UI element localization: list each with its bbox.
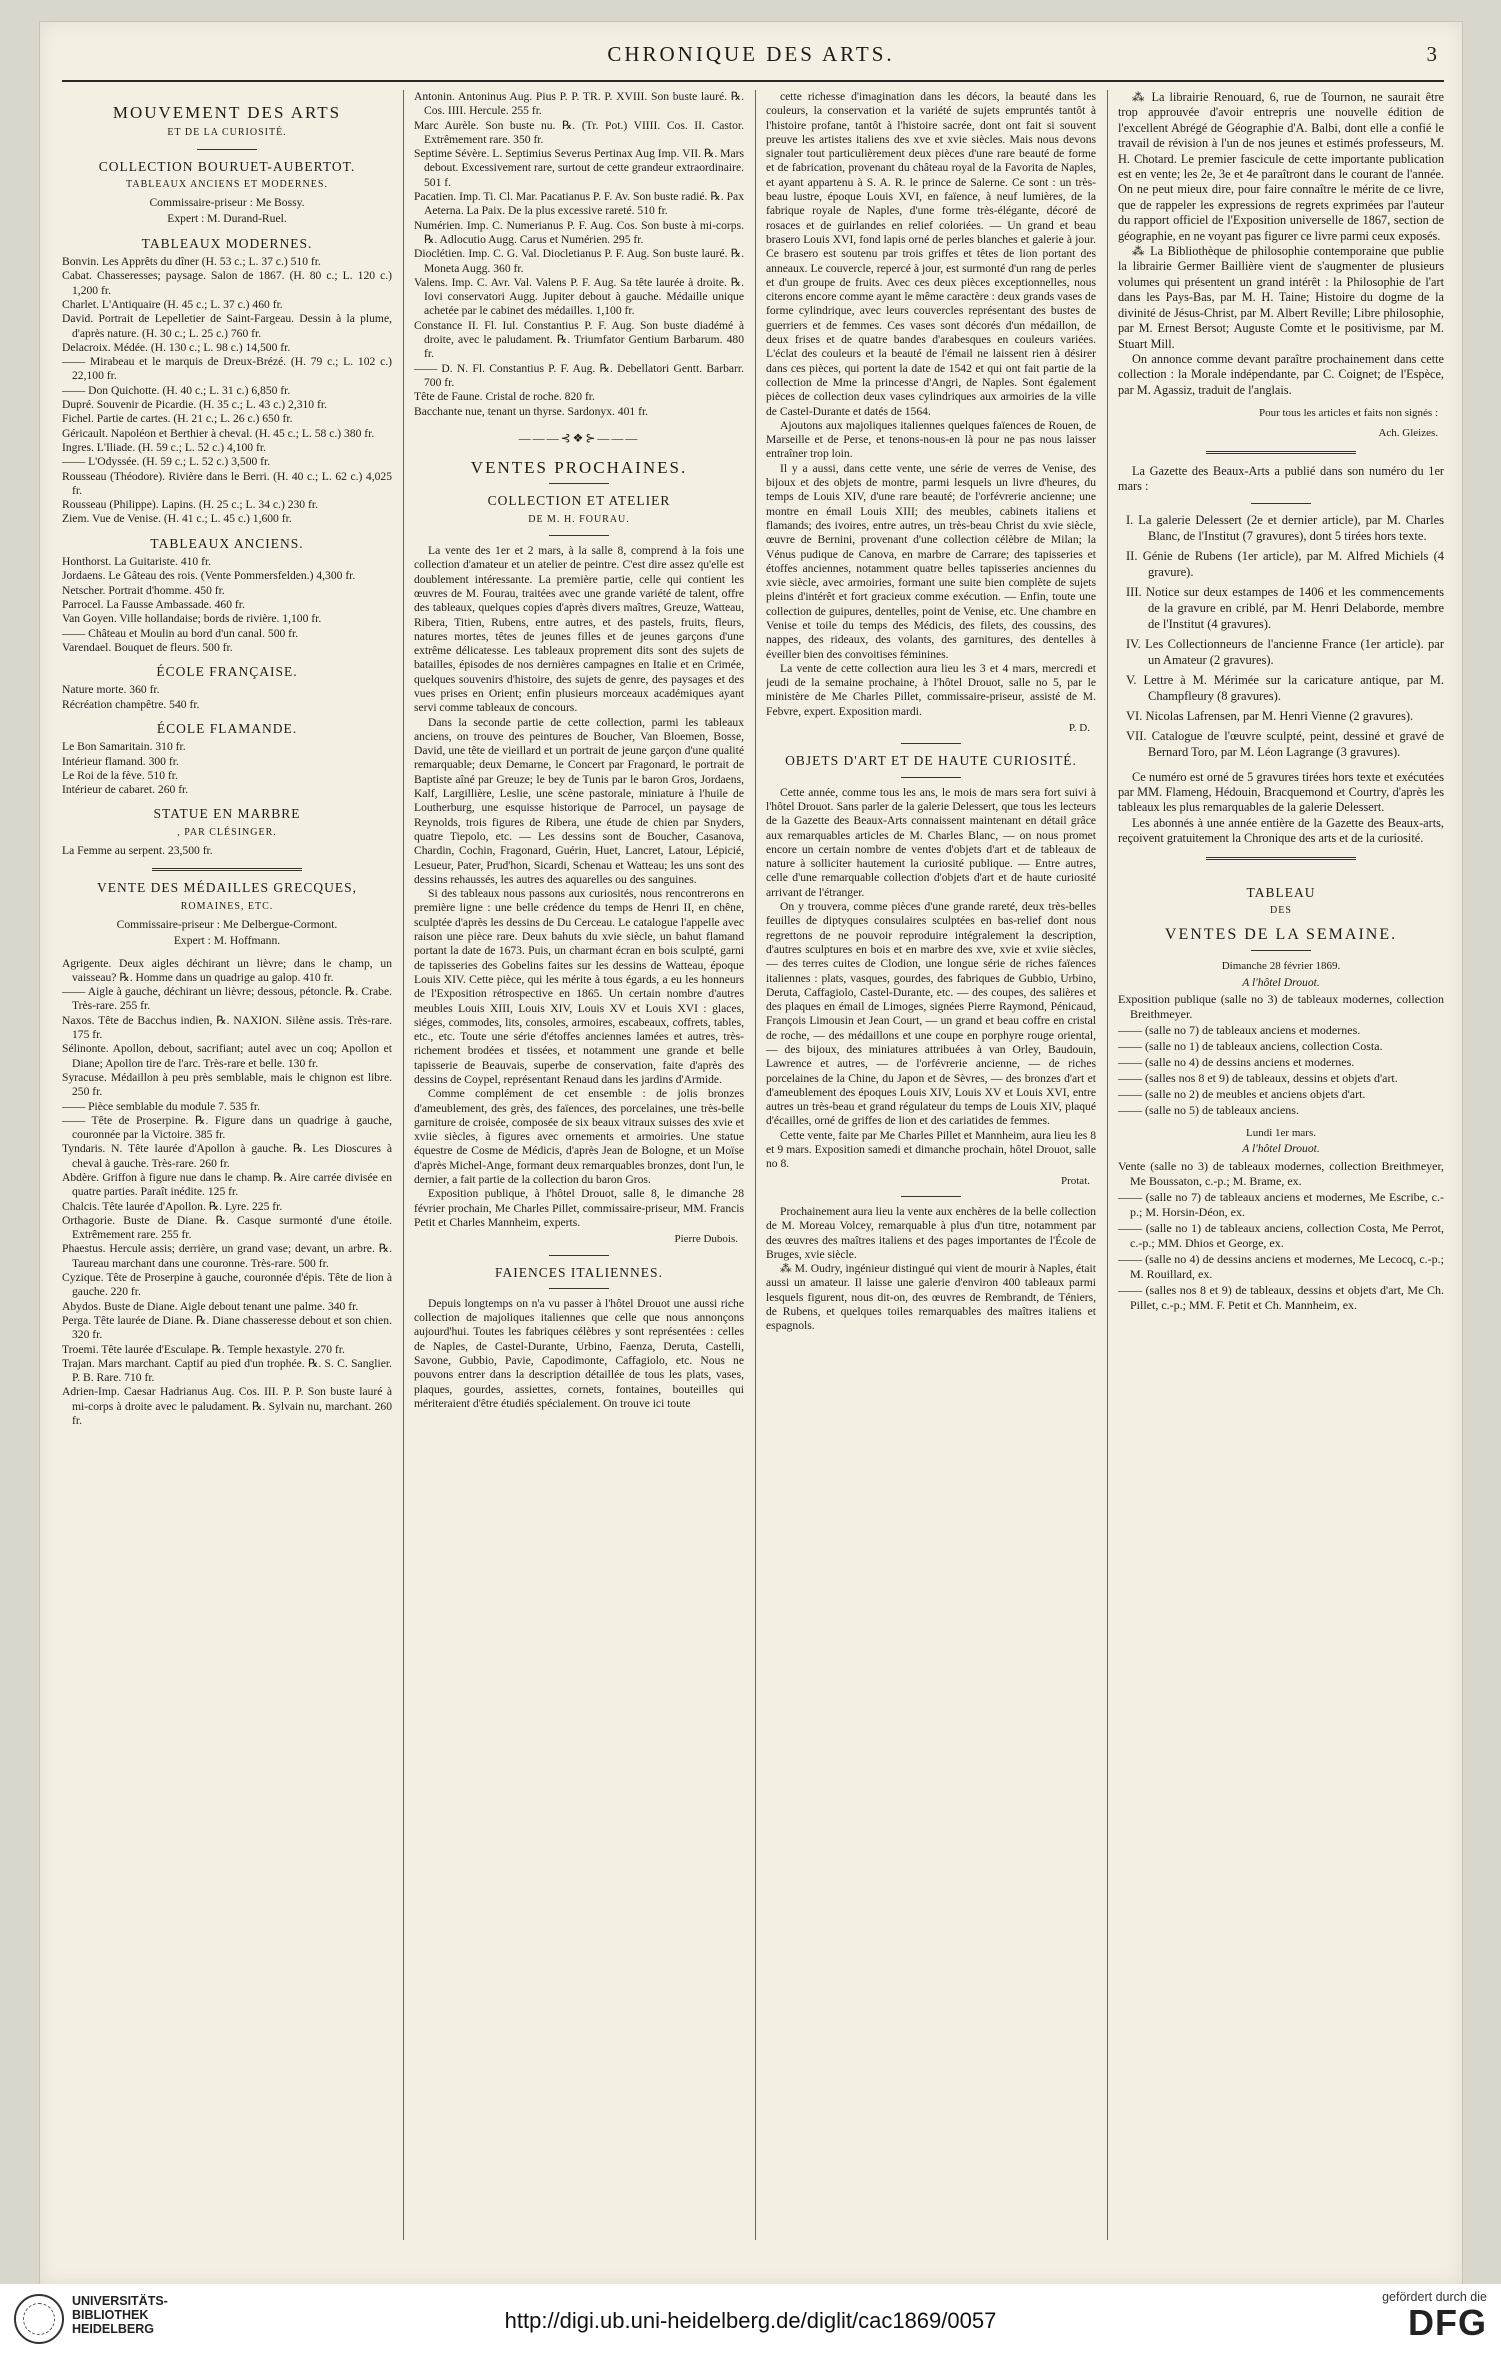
text-item: Ce numéro est orné de 5 gravures tirées hors texte et exécutées par MM. Flameng, Hédouin, Bracquemond et Courtry, d'après les tableaux les plus remarquables de la galerie Delessert. xyxy=(1118,769,1444,815)
text-item: Dioclétien. Imp. C. G. Val. Diocletianus P. F. Aug. Son buste lauré. ℞. Moneta Augg. 360 fr. xyxy=(414,247,744,275)
ancient-entries xyxy=(62,555,392,655)
gazette-paragraphs xyxy=(1118,770,1444,847)
text-item: Van Goyen. Ville hollandaise; bords de rivière. 1,100 fr. xyxy=(62,612,322,626)
column-3 xyxy=(766,90,1096,2240)
text-item: Vente (salle no 3) de tableaux modernes, collection Breithmeyer, Me Boussaton, c.-p.; M. Brame, ex. xyxy=(1118,1158,1444,1188)
text-item: Exposition publique, à l'hôtel Drouot, salle 8, le dimanche 28 février prochain, Me Charles Pillet, commissaire-priseur, MM. Francis Petit et Charles Mannheim, experts. xyxy=(414,1187,744,1229)
medal-entries xyxy=(62,957,392,1429)
divider xyxy=(1251,950,1311,951)
source-url[interactable]: http://digi.ub.uni-heidelberg.de/diglit/cac1869/0057 xyxy=(504,2308,997,2333)
text-item: Cyzique. Tête de Proserpine à gauche, couronnée d'épis. Tête de lion à gauche. 220 fr. xyxy=(62,1271,392,1299)
statue-title: STATUE EN MARBRE xyxy=(153,806,301,822)
text-item: —— Tête de Proserpine. ℞. Figure dans un quadrige à gauche, couronnée par la Victoire. 385 fr. xyxy=(62,1113,392,1142)
ventes-semaine-title: VENTES DE LA SEMAINE. xyxy=(1164,926,1398,944)
column-4 xyxy=(1118,90,1444,2240)
text-item: Dans la seconde partie de cette collection, parmi les tableaux anciens, on trouve des peintures de Boucher, Van Bloemen, Bosse, David, une tête de vieillard et un portrait de jeune garçon d'une qualité remarquable; deux Demarne, le Concert par Fragonard, le portrait de Baptiste aîné par Greuze; le bey de Tunis par le baron Gros, Jordaens, Kalf, Largillière, Leslie, une scène pastorale, miniature à l'huile de Loutherburg, une esquisse historique de Parrocel, un paysage de Reynolds, trois figures de Ribera, une étude de chien par Snyders, quatre Tiepolo, etc. — Les dessins sont de Boucher, Casanova, Chardin, Cochin, Fragonard, Guérin, Huet, Lancret, Latour, Lépicié, Lesueur, Pater, Prud'hon, Sicardi, Schenau et Watteau; les uns sont des dessins rehaussés, les autres des aquarelles ou des sanguines. xyxy=(414,715,744,886)
objets-paragraphs xyxy=(766,786,1096,1172)
signoff-name: Ach. Gleizes. xyxy=(1378,427,1438,440)
text-item: Syracuse. Médaillon à peu près semblable, mais le chignon est libre. 250 fr. xyxy=(62,1070,392,1099)
text-item: Constance II. Fl. Iul. Constantius P. F. Aug. Son buste diadémé à droite, avec le paludament. ℞. Triumfator Gentium Barbarum. 480 fr. xyxy=(414,318,744,361)
text-item: Valens. Imp. C. Avr. Val. Valens P. F. Aug. Sa tête laurée à droite. ℞. Iovi conservatori Augg. Jupiter debout à gauche. Médaille unique achetée par le cabinet des médailles. 1,100 fr. xyxy=(414,275,744,318)
scanned-page xyxy=(40,22,1462,2284)
text-item: —— (salle no 2) de meubles et anciens objets d'art. xyxy=(1118,1087,1366,1102)
text-item: Rousseau (Théodore). Rivière dans le Berri. (H. 40 c.; L. 62 c.) 4,025 fr. xyxy=(62,469,392,497)
divider xyxy=(901,1196,961,1197)
text-item: ⁂ La Bibliothèque de philosophie contemporaine que publie la librairie Germer Baillière vient de s'augmenter de plusieurs volumes qui présentent un grand intérêt : la Philosophie de l'art dans les Pays-Bas, par M. H. Taine; Histoire du dogme de la divinité de Jésus-Christ, par M. Albert Reville; Libre philosophie, par M. Ernest Bersot; Auguste Comte et le positivisme, par M. Stuart Mill. xyxy=(1118,244,1444,351)
text-item: Dupré. Souvenir de Picardie. (H. 35 c.; L. 43 c.) 2,310 fr. xyxy=(62,398,327,412)
modern-entries xyxy=(62,255,392,527)
gazette-toc xyxy=(1118,512,1444,760)
text-item: Le Bon Samaritain. 310 fr. xyxy=(62,740,186,754)
divider xyxy=(549,483,609,484)
text-item: —— (salle no 7) de tableaux anciens et modernes. xyxy=(1118,1023,1361,1038)
divider xyxy=(549,535,609,536)
library-line: BIBLIOTHEK xyxy=(72,2308,149,2322)
divider xyxy=(1206,451,1356,454)
text-item: Adrien-Imp. Caesar Hadrianus Aug. Cos. III. P. P. Son buste lauré à mi-corps à droite avec le paludament. ℞. Sylvain nu, marchant. 260 fr. xyxy=(62,1385,392,1428)
text-item: Perga. Tête laurée de Diane. ℞. Diane chasseresse debout et son chien. 320 fr. xyxy=(62,1313,392,1342)
divider xyxy=(549,1288,609,1289)
text-item: Jordaens. Le Gâteau des rois. (Vente Pommersfelden.) 4,300 fr. xyxy=(62,569,356,583)
place-1: A l'hôtel Drouot. xyxy=(1242,975,1320,989)
text-item: Nature morte. 360 fr. xyxy=(62,683,160,697)
sales-day-1 xyxy=(1118,992,1444,1118)
modern-title: TABLEAUX MODERNES. xyxy=(141,235,313,251)
text-item: —— Château et Moulin au bord d'un canal. 500 fr. xyxy=(62,626,299,640)
columns xyxy=(62,90,1444,2240)
signature: P. D. xyxy=(1068,722,1090,735)
text-item: Tyndaris. N. Tête laurée d'Apollon à gauche. ℞. Les Dioscures à cheval à gauche. Très-rare. 260 fr. xyxy=(62,1142,392,1170)
text-item: Varendael. Bouquet de fleurs. 500 fr. xyxy=(62,640,233,654)
text-item: Abdère. Griffon à figure nue dans le champ. ℞. Aire carrée divisée en quatre parties. Paraît inédite. 125 fr. xyxy=(62,1171,392,1199)
text-item: Charlet. L'Antiquaire (H. 45 c.; L. 37 c.) 460 fr. xyxy=(62,297,283,311)
text-item: Les abonnés à une année entière de la Gazette des Beaux-arts, reçoivent gratuitement la Chronique des arts et de la curiosité. xyxy=(1118,815,1444,846)
library-line: UNIVERSITÄTS- xyxy=(72,2294,168,2308)
day-1: Dimanche 28 février 1869. xyxy=(1221,960,1341,973)
page-header xyxy=(40,42,1462,78)
column-1 xyxy=(62,90,392,2240)
expert: Expert : M. Durand-Ruel. xyxy=(167,212,287,226)
text-item: Netscher. Portrait d'homme. 450 fr. xyxy=(62,583,225,597)
ornament: ———⊰❖⊱——— xyxy=(518,430,640,445)
column-divider xyxy=(755,90,756,2240)
medals-subtitle: ROMAINES, ETC. xyxy=(180,900,274,912)
fourau-subtitle: DE M. H. FOURAU. xyxy=(528,513,630,525)
text-item: Naxos. Tête de Bacchus indien, ℞. NAXION. Silène assis. Très-rare. 175 fr. xyxy=(62,1013,392,1042)
text-item: —— Aigle à gauche, déchirant un lièvre; dessous, pétoncle. ℞. Crabe. Très-rare. 255 fr. xyxy=(62,985,392,1013)
text-item: Si des tableaux nous passons aux curiosités, nous rencontrerons en première ligne : une belle crédence du temps de Henri II, en chêne, sculptée d'après les dessins de Du Cerceau. Le catalogue l'appelle avec raison une pièce rare. Deux bahuts du xvie siècle, un bahut flamand portant la date de 1673. Puis, un charmant écran en bois sculpté, garni de tapisseries des Gobelins faites sur les dessins de Watteau, époque Louis XIV. Cette pièce, qui les mérite à tous égards, a eu les honneurs de l'Exposition rétrospective en 1865. Un certain nombre d'autres meubles Louis XIII, Louis XIV, Louis XV et Louis XVI : glaces, siéges, commodes, lits, consoles, armoires, escabeaux, coffrets, tables, etc., etc. Toute une série d'étoffes anciennes lamées et autres, très-richement brodées et tissées, et notamment une grande et belle tapisserie de Beauvais, superbe de conservation, faite d'après des dessins de Coypel, représentant Renaud dans les jardins d'Armide. xyxy=(414,887,744,1086)
text-item: Agrigente. Deux aigles déchirant un lièvre; dans le champ, un vaisseau? ℞. Homme dans un quadrige au galop. 410 fr. xyxy=(62,956,392,984)
column-divider xyxy=(403,90,404,2240)
fourau-title: COLLECTION ET ATELIER xyxy=(487,493,671,509)
text-item: Tête de Faune. Cristal de roche. 820 fr. xyxy=(414,390,595,404)
text-item: Troemi. Tête laurée d'Esculape. ℞. Temple hexastyle. 270 fr. xyxy=(62,1342,345,1356)
text-item: Chalcis. Tête laurée d'Apollon. ℞. Lyre. 225 fr. xyxy=(62,1199,283,1213)
text-item: Cette année, comme tous les ans, le mois de mars sera fort suivi à l'hôtel Drouot. Sans parler de la galerie Delessert, que tous les lecteurs de la Gazette des Beaux-Arts connaissent maintenant en détail grâce aux remarquables articles de M. Charles Blanc, — on nous promet encore un certain nombre de ventes d'objets d'art et de tableaux de nature à solliciter hautement la curiosité publique. — Entre autres, celle d'une remarquable collection d'objets d'art et de haute curiosité arrivant de l'étranger. xyxy=(766,785,1096,899)
text-item: Ajoutons aux majoliques italiennes quelques faïences de Rouen, de Marseille et de Perse, et tenons-nous-en là pour ne pas nous laisser entraîner trop loin. xyxy=(766,418,1096,461)
text-item: —— Pièce semblable du module 7. 535 fr. xyxy=(62,1099,261,1113)
funded-by-text: gefördert durch die xyxy=(1382,2290,1487,2304)
text-item: —— (salle no 5) de tableaux anciens. xyxy=(1118,1103,1299,1118)
dfg-logo-icon: DFG xyxy=(1408,2302,1487,2343)
text-item: Parrocel. La Fausse Ambassade. 460 fr. xyxy=(62,597,245,611)
text-item: —— L'Odyssée. (H. 59 c.; L. 52 c.) 3,500 fr. xyxy=(62,455,271,469)
text-item: Ingres. L'Iliade. (H. 59 c.; L. 52 c.) 4,100 fr. xyxy=(62,440,266,454)
french-entries xyxy=(62,683,392,712)
text-item: Sélinonte. Apollon, debout, sacrifiant; autel avec un coq; Apollon et Diane; Apollon tire de l'arc. Très-rare et belle. 130 fr. xyxy=(62,1042,392,1070)
text-item: Honthorst. La Guitariste. 410 fr. xyxy=(62,555,212,569)
text-item: VII. Catalogue de l'œuvre sculpté, peint, dessiné et gravé de Bernard Toro, par M. Léon Lagrange (3 gravures). xyxy=(1126,728,1444,759)
text-item: Antonin. Antoninus Aug. Pius P. P. TR. P. XVIII. Son buste lauré. ℞. Cos. IIII. Hercule. 255 fr. xyxy=(414,90,744,118)
text-item: Géricault. Napoléon et Berthier à cheval. (H. 45 c.; L. 58 c.) 380 fr. xyxy=(62,426,375,440)
medals-expert: Expert : M. Hoffmann. xyxy=(173,934,281,948)
medals-commissaire: Commissaire-priseur : Me Delbergue-Cormont. xyxy=(116,917,338,931)
divider xyxy=(197,149,257,150)
text-item: ⁂ La librairie Renouard, 6, rue de Tournon, ne saurait être trop approuvée d'avoir entrepris une nouvelle édition de l'excellent Abrégé de Géographie d'A. Balbi, dont elle a confié le travail de révision à l'un de nos jeunes et estimés professeurs, M. H. Chotard. Le premier fascicule de cette importante publication est en vente; les 2e, 3e et 4e paraîtront dans le courant de l'année. On ne peut mieux dire, pour faire connaître le mérite de ce livre, que de rappeler les expressions de regrets exprimées par l'auteur du rapport officiel de l'Exposition universelle de 1867, section de géographie, en ne voyant pas figurer ce livre parmi ceux exposés. xyxy=(1118,90,1444,243)
text-item: —— Don Quichotte. (H. 40 c.; L. 31 c.) 6,850 fr. xyxy=(62,383,291,397)
text-item: Bacchante nue, tenant un thyrse. Sardonyx. 401 fr. xyxy=(414,404,649,418)
library-line: HEIDELBERG xyxy=(72,2322,154,2336)
signature: Protat. xyxy=(1060,1174,1090,1187)
text-item: Rousseau (Philippe). Lapins. (H. 25 c.; L. 34 c.) 230 fr. xyxy=(62,498,318,512)
statue-subtitle: , PAR CLÉSINGER. xyxy=(177,826,277,838)
signoff: Pour tous les articles et faits non signés : xyxy=(1258,407,1438,420)
text-item: ⁂ M. Oudry, ingénieur distingué qui vient de mourir à Naples, était aussi un amateur. Il laisse une galerie d'environ 400 tableaux parmi lesquels figurent, nous dit-on, des œuvres de Rembrandt, de Téniers, de Rubens, et quelques toiles remarquables des maîtres italiens et espagnols. xyxy=(766,1262,1096,1333)
column-divider xyxy=(1107,90,1108,2240)
text-item: —— (salle no 7) de tableaux anciens et modernes, Me Escribe, c.-p.; M. Horsin-Déon, ex. xyxy=(1118,1189,1444,1219)
divider xyxy=(901,743,961,744)
faiences-title: FAIENCES ITALIENNES. xyxy=(495,1264,663,1280)
text-item: Bonvin. Les Apprêts du dîner (H. 53 c.; L. 37 c.) 510 fr. xyxy=(62,255,321,269)
text-item: Intérieur flamand. 300 fr. xyxy=(62,754,179,768)
text-item: David. Portrait de Lepelletier de Saint-Fargeau. Dessin à la plume, d'après nature. (H. 30 c.; L. 25 c.) 760 fr. xyxy=(62,312,392,340)
day-2: Lundi 1er mars. xyxy=(1246,1127,1316,1140)
flemish-entries xyxy=(62,740,392,797)
text-item: cette richesse d'imagination dans les décors, la beauté dans les couleurs, la conservation et la variété de sujets empruntés tantôt à l'histoire profane, tantôt à l'histoire sacrée, dont ont fait si souvent preuve les artistes italiens des xve et xvie siècles. Mais nous devons signaler tout particulièrement deux pièces d'une rare beauté de forme et de fabrication, provenant du château royal de la Favorita de Naples, et ayant appartenu à S. A. R. le prince de Salerne. Ce sont : un très-beau lustre, époque Louis XVI, en faïence, à neuf lumières, de la fabrique royale de Naples, d'une forme très-élégante, décoré de rosaces et de guirlandes en relief coloriées. — Un grand et beau brasero Louis XVI, fond lapis orné de perles blanches et galerie à jour. Ce brasero est soutenu par trois griffes et têtes de lion portant des anneaux. Le couvercle, repercé à jour, est surmonté d'un rang de perles et d'un groupe de fruits. Avec ces deux pièces exceptionnelles, nous citerons encore comme ayant le même caractère : deux grands vases de forme cylindrique, avec leurs couvercles représentant des bustes de guerriers et de femmes. Ces vases sont décorés d'un médaillon, de deux frises et de quatre bandes d'arabesques en couleurs variées. L'éclat des couleurs et la beauté de l'émail ne laissent rien à désirer dans ces pièces, qui portent la date de 1542 et qui ont fait partie de la collection de Mme la princesse d'Angri, de Naples. Sont également pièces de collection deux vases cylindriques aux armoiries de la ville de Castel-Durante et datés de 1564. xyxy=(766,90,1096,418)
text-item: Comme complément de cet ensemble : de jolis bronzes d'ameublement, des grès, des faïences, des porcelaines, une très-belle garniture de croisée, composée de six beaux vitraux suisses des xvie et xviie siècles, à figures avec ornements et armoiries. Une statue équestre de Cosme de Médicis, d'après Jean de Bologne, et un Moïse d'après Michel-Ange, formant deux remarquables bronzes, dont l'un, le dernier, a fait partie de la collection du baron Gros. xyxy=(414,1087,744,1187)
french-title: ÉCOLE FRANÇAISE. xyxy=(156,664,298,680)
medal-entries-continued xyxy=(414,90,744,419)
text-item: —— (salle no 1) de tableaux anciens, collection Costa. xyxy=(1118,1039,1383,1054)
text-item: —— (salle no 1) de tableaux anciens, collection Costa, Me Perrot, c.-p.; MM. Dhios et George, ex. xyxy=(1118,1220,1444,1250)
faiences-paragraph: Depuis longtemps on n'a vu passer à l'hôtel Drouot une aussi riche collection de majoliques italiennes que celle que nous annonçons aujourd'hui. Toutes les fabriques célèbres y sont représentées : celles de Naples, de Castel-Durante, Urbino, Faenza, Deruta, Castelli, Savone, Gubbio, Pavie, Capodimonte, Caffagiolo, etc. Nous ne pouvons entrer dans la description détaillée de tous les plats, vases, plaques, gourdes, assiettes, cornets, fontaines, bouteilles qui mériteraient d'être étudiés spécialement. On trouve ici toute xyxy=(414,1296,744,1410)
collection-title: COLLECTION BOURUET-AUBERTOT. xyxy=(98,158,356,174)
text-item: Abydos. Buste de Diane. Aigle debout tenant une palme. 340 fr. xyxy=(62,1299,359,1313)
dfg-logo xyxy=(1382,2290,1487,2342)
text-item: Delacroix. Médée. (H. 130 c.; L. 98 c.) 14,500 fr. xyxy=(62,340,291,354)
text-item: —— (salles nos 8 et 9) de tableaux, dessins et objets d'art, Me Ch. Pillet, c.-p.; MM. F. Petit et Ch. Mannheim, ex. xyxy=(1118,1282,1444,1312)
section-heading: MOUVEMENT DES ARTS xyxy=(112,103,342,122)
medals-title: VENTE DES MÉDAILLES GRECQUES, xyxy=(97,880,357,896)
tableau-title: TABLEAU xyxy=(1246,884,1316,900)
sales-day-2 xyxy=(1118,1159,1444,1313)
faiences-paragraphs xyxy=(766,90,1096,719)
text-item: Numérien. Imp. C. Numerianus P. F. Aug. Cos. Son buste à mi-corps. ℞. Adlocutio Augg. Carus et Numérien. 295 fr. xyxy=(414,218,744,246)
text-item: Il y a aussi, dans cette vente, une série de verres de Venise, des bijoux et des objets de montre, parmi lesquels un livre d'heures, du temps de Louis XIV, d'une rare beauté; de l'orfévrerie ancienne; une montre en émail Louis XIII; des meubles, cabinets italiens et flamands; des ivoires, entre autres, un très-beau Christ du xvie siècle, œuvre de Bernini, provenant d'une collection célèbre de Milan; la Vénus pudique de Canova, en marbre de Carrare; des tapisseries et étoffes anciennes, notamment quatre belles tapisseries anciennes du xvie siècle, avec armoiries, formant une suite bien complète de sujets pleins d'intérêt et fort gracieux comme exécution. — Enfin, toute une collection de guipures, dentelles, point de Venise, etc. Une chambre en Venise et toile du temps des Médicis, des filets, des coussins, des nappes, des rideaux, des volants, des garnitures, des dentelles à éveiller bien des convoitises féminines. xyxy=(766,461,1096,661)
text-item: La vente de cette collection aura lieu les 3 et 4 mars, mercredi et jeudi de la semaine prochaine, à l'hôtel Drouot, salle no 5, par le ministère de Me Charles Pillet, commissaire-priseur, assisté de M. Febvre, expert. Exposition mardi. xyxy=(766,661,1096,718)
tableau-des: DES xyxy=(1270,904,1292,916)
text-item: —— (salle no 4) de dessins anciens et modernes, Me Lecocq, c.-p.; M. Rouillard, ex. xyxy=(1118,1251,1444,1281)
text-item: Trajan. Mars marchant. Captif au pied d'un trophée. ℞. S. C. Sanglier. P. B. Rare. 710 fr. xyxy=(62,1356,392,1385)
text-item: II. Génie de Rubens (1er article), par M. Alfred Michiels (4 gravure). xyxy=(1126,548,1444,579)
fourau-paragraphs xyxy=(414,544,744,1230)
text-item: Intérieur de cabaret. 260 fr. xyxy=(62,783,189,797)
text-item: Orthagorie. Buste de Diane. ℞. Casque surmonté d'une étoile. Extrêmement rare. 255 fr. xyxy=(62,1213,392,1242)
commissaire: Commissaire-priseur : Me Bossy. xyxy=(149,196,305,210)
text-item: Marc Aurèle. Son buste nu. ℞. (Tr. Pot.) VIIII. Cos. II. Castor. Extrêmement rare. 350 fr. xyxy=(414,118,744,146)
section-subheading: ET DE LA CURIOSITÉ. xyxy=(167,127,287,139)
text-item: Cabat. Chasseresses; paysage. Salon de 1867. (H. 80 c.; L. 120 c.) 1,200 fr. xyxy=(62,269,392,297)
divider xyxy=(1251,503,1311,504)
divider xyxy=(152,868,302,871)
text-item: On annonce comme devant paraître prochainement dans cette collection : la Morale indépendante, par C. Coignet; de l'Espèce, par M. Agassiz, traduit de l'anglais. xyxy=(1118,351,1444,397)
text-item: Fichel. Partie de cartes. (H. 21 c.; L. 26 c.) 650 fr. xyxy=(62,412,293,426)
text-item: Septime Sévère. L. Septimius Severus Pertinax Aug Imp. VII. ℞. Mars debout. Excessivement rare, surtout de cette grandeur extraordinaire. 501 f. xyxy=(414,147,744,189)
text-item: Exposition publique (salle no 3) de tableaux modernes, collection Breithmeyer. xyxy=(1118,992,1444,1022)
text-item: Ziem. Vue de Venise. (H. 41 c.; L. 45 c.) 1,600 fr. xyxy=(62,512,292,526)
place-2: A l'hôtel Drouot. xyxy=(1242,1142,1320,1156)
flemish-title: ÉCOLE FLAMANDE. xyxy=(156,720,298,736)
text-item: Le Roi de la fève. 510 fr. xyxy=(62,768,178,782)
page-number: 3 xyxy=(1426,42,1440,66)
gazette-intro: La Gazette des Beaux-Arts a publié dans son numéro du 1er mars : xyxy=(1118,463,1444,494)
header-rule xyxy=(62,80,1444,82)
text-item: Récréation champêtre. 540 fr. xyxy=(62,697,200,711)
ventes-title: VENTES PROCHAINES. xyxy=(470,458,688,478)
text-item: Cette vente, faite par Me Charles Pillet et Mannheim, aura lieu les 8 et 9 mars. Exposition samedi et dimanche prochain, hôtel Drouot, salle no 8. xyxy=(766,1128,1096,1171)
text-item: Phaestus. Hercule assis; derrière, un grand vase; devant, un arbre. ℞. Taureau marchant dans une couronne. Très-rare. 500 fr. xyxy=(62,1242,392,1270)
column-2 xyxy=(414,90,744,2240)
text-item: V. Lettre à M. Mérimée sur la caricature antique, par M. Champfleury (8 gravures). xyxy=(1126,672,1444,703)
text-item: —— (salles nos 8 et 9) de tableaux, dessins et objets d'art. xyxy=(1118,1071,1398,1086)
collection-subtitle: TABLEAUX ANCIENS ET MODERNES. xyxy=(126,178,328,190)
signature: Pierre Dubois. xyxy=(674,1233,738,1246)
text-item: Pacatien. Imp. Ti. Cl. Mar. Pacatianus P. F. Av. Son buste radié. ℞. Pax Aeterna. La Paix. De la plus excessive rareté. 510 fr. xyxy=(414,190,744,218)
text-item: Prochainement aura lieu la vente aux enchères de la belle collection de M. Moreau Volcey, remarquable à plus d'un titre, notamment par des œuvres des maîtres italiens et des pages importantes de l'École de Bruges, xvie siècle. xyxy=(766,1204,1096,1261)
text-item: VI. Nicolas Lafrensen, par M. Henri Vienne (2 gravures). xyxy=(1126,708,1414,723)
divider xyxy=(549,1255,609,1256)
misc-paragraphs xyxy=(766,1205,1096,1334)
ancient-title: TABLEAUX ANCIENS. xyxy=(150,535,304,551)
text-item: —— D. N. Fl. Constantius P. F. Aug. ℞. Debellatori Gentt. Barbarr. 700 fr. xyxy=(414,361,744,389)
text-item: —— (salle no 4) de dessins anciens et modernes. xyxy=(1118,1055,1355,1070)
text-item: I. La galerie Delessert (2e et dernier article), par M. Charles Blanc, de l'Institut (7 gravures), dont 5 tirées hors texte. xyxy=(1126,512,1444,543)
divider xyxy=(1206,857,1356,860)
divider xyxy=(901,777,961,778)
text-item: La vente des 1er et 2 mars, à la salle 8, comprend à la fois une collection d'amateur et un atelier de peintre. C'est dire assez qu'elle est doublement intéressante. La première partie, celle qui contient les œuvres de M. Fourau, traitées avec une grande variété de talent, offre des tableaux, quelques copies d'après divers maîtres, Greuze, Watteau, Ribera, Titien, Rubens, entre autres, et des pastels, fruits, fleurs, natures mortes, têtes de jeunes filles et de jeunes garçons d'une extrême délicatesse. Les tableaux proprement dits sont des sujets de batailles, épisodes de nos dernières campagnes en Italie et en Crimée, quelques souvenirs d'histoire, des sujets de genre, des paysages et des vues prises en Orient; enfin plusieurs morceaux académiques ayant servi comme tableaux de concours. xyxy=(414,544,744,715)
news-paragraphs xyxy=(1118,90,1444,398)
journal-title: CHRONIQUE DES ARTS. xyxy=(607,42,895,66)
statue-entry: La Femme au serpent. 23,500 fr. xyxy=(62,844,213,858)
text-item: On y trouvera, comme pièces d'une grande rareté, deux très-belles feuilles de diptyques consulaires sculptées en bas-relief dont nous regrettons de ne pouvoir reproduire intégralement la description, d'autres sculptures en bois et en marbre des xve, xvie et xviie siècles, — des terres cuites de Clodion, une longue série de riches faïences italiennes : plats, vasques, gourdes, des fabriques de Gubbio, Urbino, Deruta, Caffagiolo, Castel-Durante, etc. — des coupes, des salières et des plaques en émail de Limoges, signées Pierre Raymond, Pénicaud, François Limousin et Jean Court, — un grand et beau coffre en cristal de roche, — des médaillons et une coupe en porphyre rouge oriental, — des bijoux, des miniatures attribuées à van Orley, Baudouin, Lawrence et autres, — de l'orfévrerie ancienne, — de riches porcelaines de la Chine, du Japon et de Sèvres, — des bronzes d'art et d'ameublement des époques Louis XIV, Louis XV et Louis XVI, entre autres un très-beau et grand régulateur du temps de Louis XIV, plaqué d'écailles, orné de griffes de lion et des cariatides de femmes. xyxy=(766,900,1096,1128)
text-item: IV. Les Collectionneurs de l'ancienne France (1er article). par un Amateur (2 gravures). xyxy=(1126,636,1444,667)
objets-title: OBJETS D'ART ET DE HAUTE CURIOSITÉ. xyxy=(785,753,1077,769)
text-item: —— Mirabeau et le marquis de Dreux-Brézé. (H. 79 c.; L. 102 c.) 22,100 fr. xyxy=(62,355,392,383)
footer xyxy=(0,2284,1501,2354)
text-item: III. Notice sur deux estampes de 1406 et les commencements de la gravure en criblé, par M. Henri Delaborde, membre de l'Institut (4 gravures). xyxy=(1126,584,1444,631)
